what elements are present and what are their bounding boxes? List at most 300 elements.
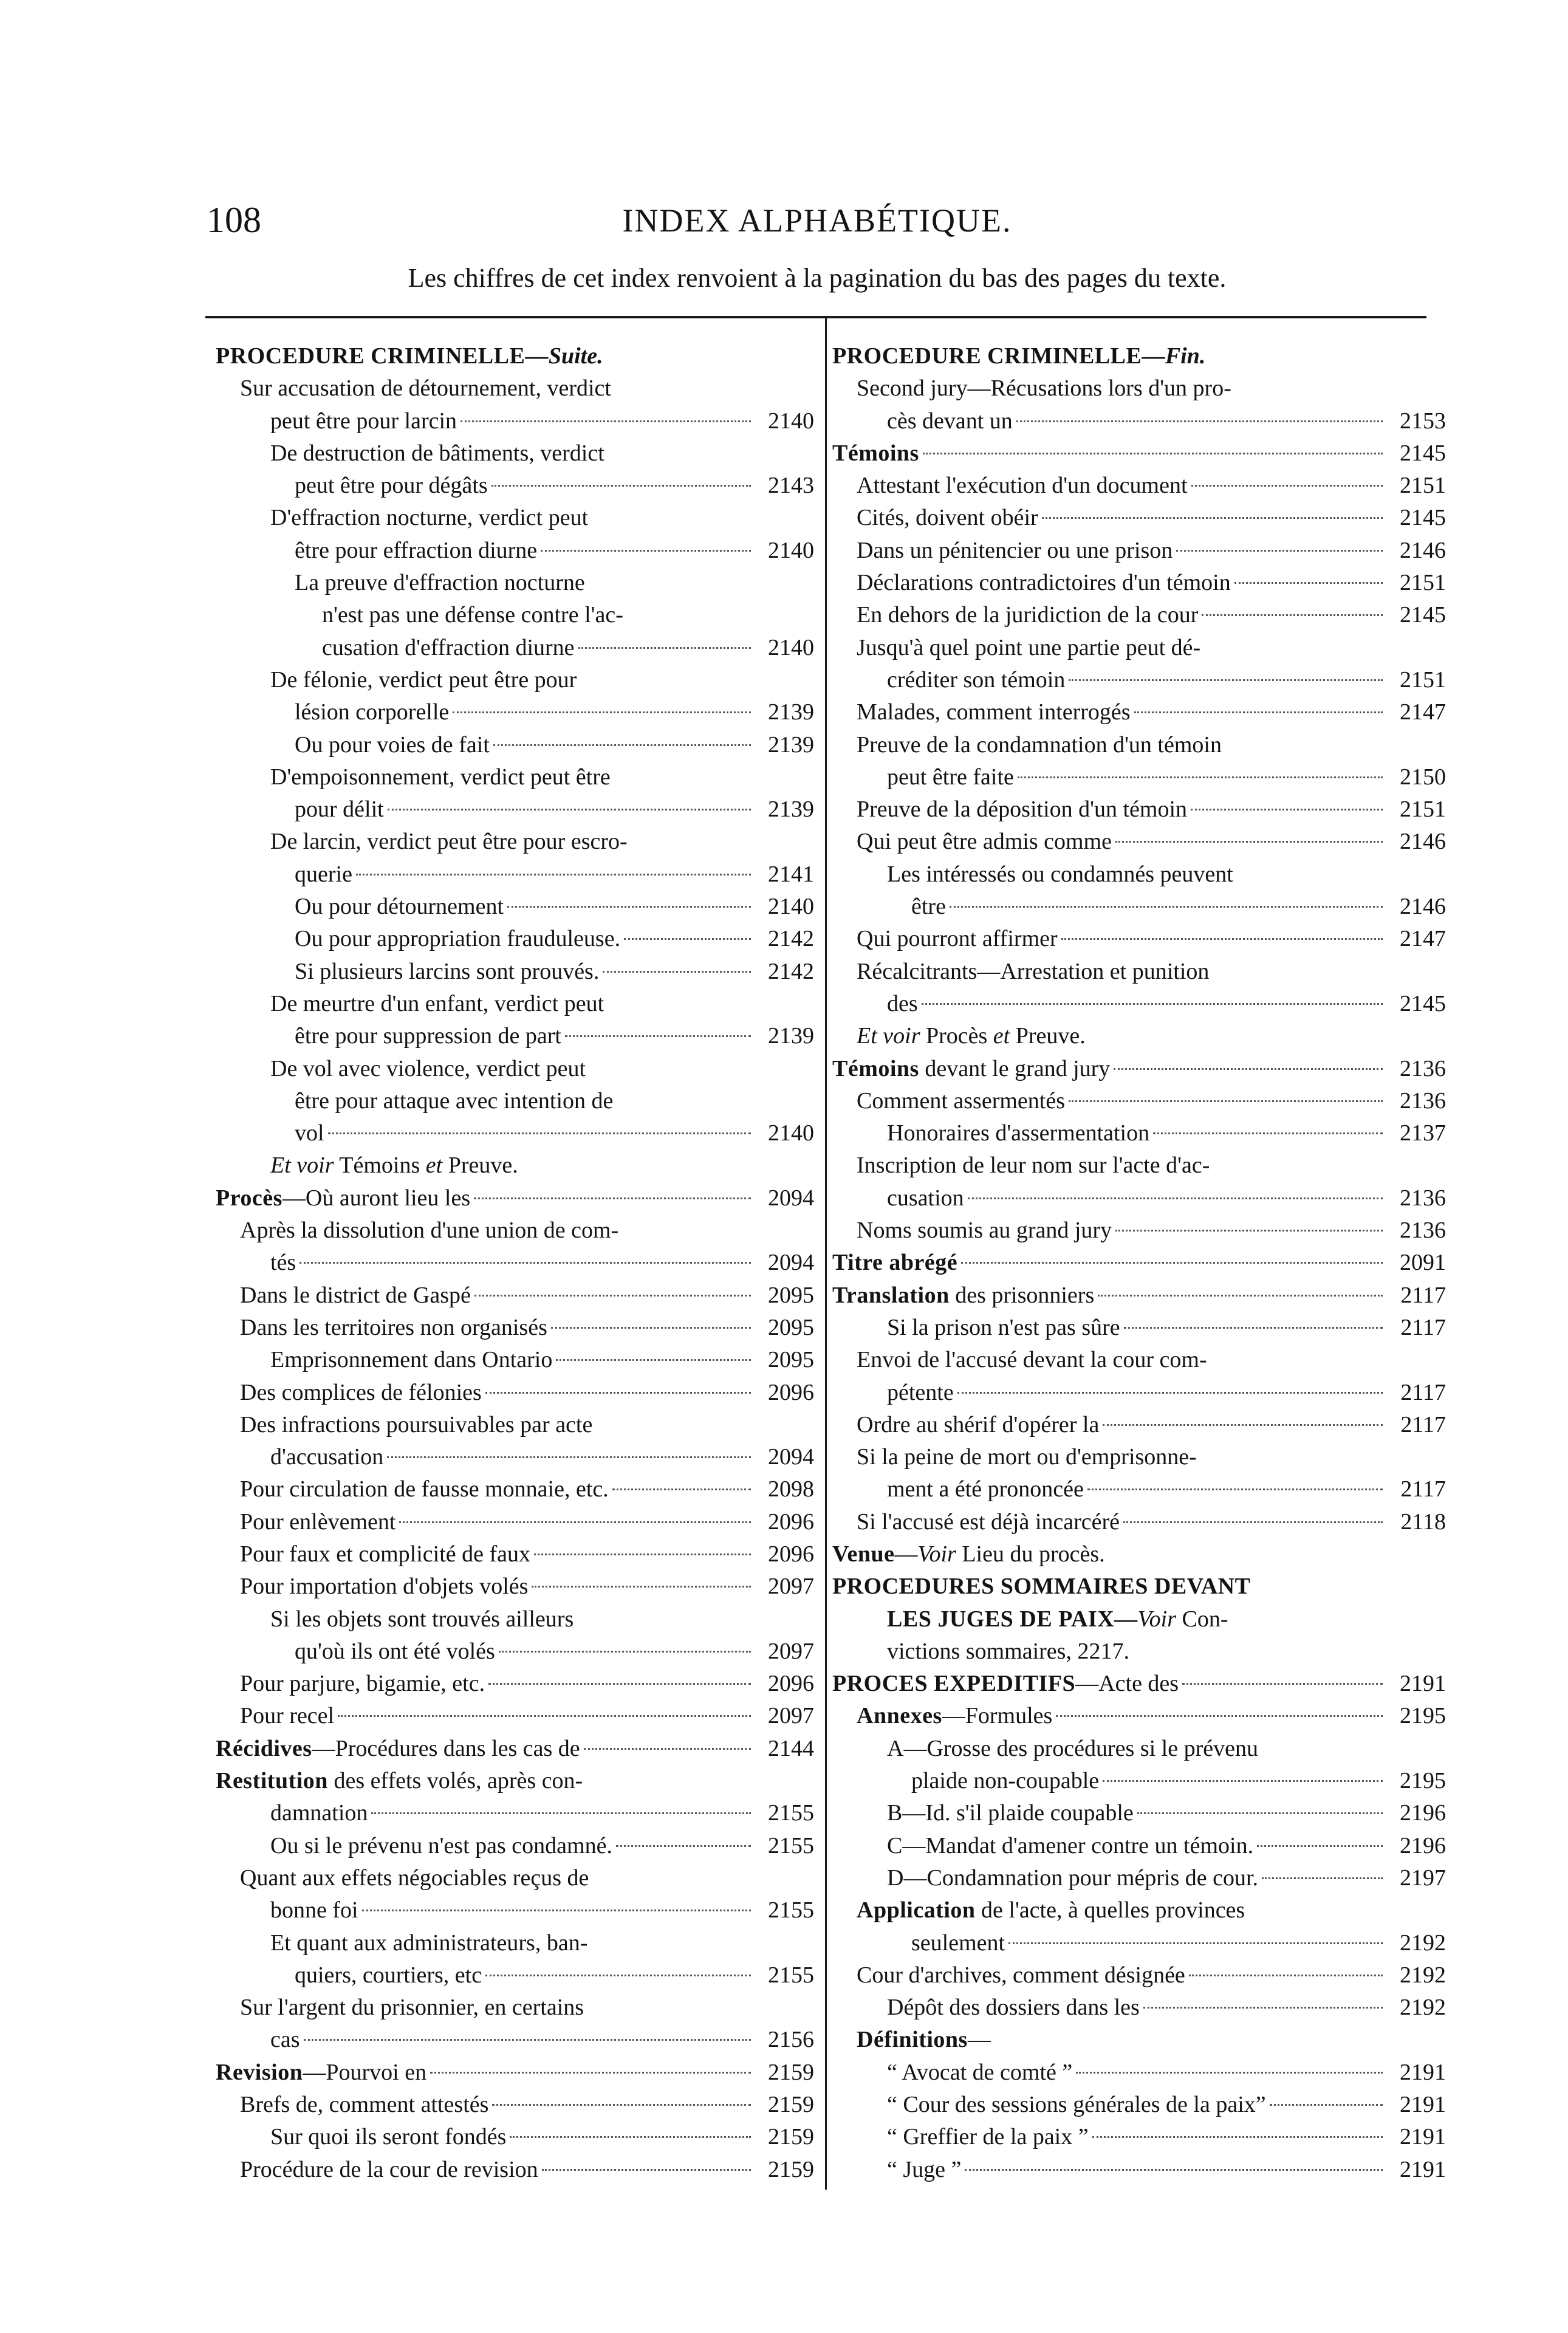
entry-body: D—Condamnation pour mépris de cour. xyxy=(887,1865,1259,1891)
page-ref: 2146 xyxy=(1400,537,1446,563)
dot-leader xyxy=(950,906,1383,908)
entry-body: cusation xyxy=(887,1185,964,1211)
entry-text xyxy=(887,1992,1140,2024)
entry-body: —Formules xyxy=(942,1703,1053,1729)
entry-text xyxy=(887,761,1014,793)
dot-leader xyxy=(1191,809,1383,810)
page-ref: 2098 xyxy=(768,1476,814,1502)
dot-leader xyxy=(491,485,751,487)
index-entry xyxy=(832,1538,1446,1571)
page-ref: 2155 xyxy=(768,1832,814,1859)
entry-text xyxy=(270,437,814,470)
entry-body: lésion corporelle xyxy=(295,699,450,725)
entry-body: peut être faite xyxy=(887,764,1014,790)
entry-body: Si plusieurs larcins sont prouvés. xyxy=(295,958,600,984)
entry-text xyxy=(857,1894,1446,1927)
entry-text xyxy=(216,1765,814,1797)
entry-heading: LES JUGES DE PAIX— xyxy=(887,1606,1138,1632)
entry-body: De vol avec violence, verdict peut xyxy=(270,1055,586,1081)
dot-leader xyxy=(968,1197,1383,1199)
dot-leader xyxy=(1191,485,1383,487)
entry-text xyxy=(240,1538,530,1571)
entry-text xyxy=(270,1149,814,1182)
index-entry xyxy=(216,1020,814,1052)
entry-body: De larcin, verdict peut être pour escro- xyxy=(270,829,628,855)
entry-body: Dépôt des dossiers dans les xyxy=(887,1995,1140,2021)
entry-body: Second jury—Récusations lors d'un pro- xyxy=(857,375,1231,402)
entry-text xyxy=(887,1117,1149,1149)
entry-text xyxy=(270,664,814,696)
entry-body: être pour effraction diurne xyxy=(295,537,538,563)
page-ref: 2151 xyxy=(1400,797,1446,823)
page-ref: 2118 xyxy=(1400,1509,1446,1535)
entry-text xyxy=(911,891,946,923)
page-ref: 2096 xyxy=(768,1509,814,1535)
entry-body: —Voir Lieu du procès. xyxy=(894,1541,1105,1567)
entry-text xyxy=(270,1830,612,1862)
index-entry xyxy=(216,1280,814,1312)
dot-leader xyxy=(371,1812,751,1814)
index-entry xyxy=(832,1797,1446,1829)
page-ref: 2151 xyxy=(1400,666,1446,693)
index-entry xyxy=(216,826,814,858)
dot-leader xyxy=(612,1489,751,1490)
entry-text xyxy=(857,535,1173,567)
index-entry xyxy=(832,1668,1446,1700)
entry-body: Qui pourront affirmer xyxy=(857,926,1058,952)
index-entry xyxy=(832,2089,1446,2121)
dot-leader xyxy=(399,1521,751,1523)
entry-body: querie xyxy=(295,861,352,887)
page-ref: 2144 xyxy=(768,1735,814,1761)
entry-text xyxy=(270,1247,296,1279)
entry-text xyxy=(857,826,1112,858)
index-entry xyxy=(216,2024,814,2056)
entry-heading: PROCEDURE CRIMINELLE— xyxy=(832,343,1165,369)
entry-body: Procédure de la cour de revision xyxy=(240,2156,538,2182)
entry-text xyxy=(857,729,1446,761)
dot-leader xyxy=(1189,1975,1383,1976)
dot-leader xyxy=(1076,2072,1383,2074)
index-entry xyxy=(216,1149,814,1182)
entry-body: Ou pour détournement xyxy=(295,894,504,920)
index-entry xyxy=(216,1247,814,1279)
dot-leader xyxy=(1257,1845,1383,1847)
entry-heading: Définitions xyxy=(857,2027,968,2053)
entry-body: des prisonniers xyxy=(949,1282,1095,1308)
entry-text xyxy=(887,1830,1253,1862)
entry-text xyxy=(832,1538,1446,1571)
entry-body: En dehors de la juridiction de la cour xyxy=(857,602,1199,628)
entry-text xyxy=(887,1182,964,1214)
entry-body: —Procédures dans les cas de xyxy=(312,1735,580,1761)
entry-text xyxy=(857,1700,1052,1732)
entry-heading: Titre abrégé xyxy=(832,1250,958,1276)
dot-leader xyxy=(1124,1327,1383,1329)
entry-text xyxy=(887,858,1446,891)
page-ref: 2117 xyxy=(1400,1314,1446,1340)
page-ref: 2192 xyxy=(1400,1962,1446,1988)
dot-leader xyxy=(338,1715,751,1717)
entry-body: A—Grosse des procédures si le prévenu xyxy=(887,1735,1258,1761)
entry-text xyxy=(240,1312,547,1344)
index-entry xyxy=(216,761,814,793)
index-entry xyxy=(832,1344,1446,1376)
dot-leader xyxy=(387,1456,751,1458)
dot-leader xyxy=(510,2136,751,2138)
dot-leader xyxy=(485,1975,751,1976)
entry-text xyxy=(295,1636,495,1668)
index-entry xyxy=(832,1182,1446,1214)
entry-text xyxy=(832,1280,1094,1312)
dot-leader xyxy=(304,2039,751,2041)
entry-body: Ordre au shérif d'opérer la xyxy=(857,1411,1100,1437)
entry-body: devant le grand jury xyxy=(919,1055,1111,1081)
entry-text xyxy=(887,405,1013,437)
page-ref: 2196 xyxy=(1400,1800,1446,1826)
entry-body: Suite. xyxy=(548,343,603,369)
page-ref: 2117 xyxy=(1400,1379,1446,1405)
entry-body: tés xyxy=(270,1250,296,1276)
index-entry xyxy=(832,696,1446,728)
entry-text xyxy=(240,1992,814,2024)
entry-body: “ Cour des sessions générales de la paix” xyxy=(887,2092,1266,2118)
page-ref: 2139 xyxy=(768,797,814,823)
entry-body: Jusqu'à quel point une partie peut dé- xyxy=(857,634,1201,660)
dot-leader xyxy=(961,1262,1383,1264)
entry-body: victions sommaires, 2217. xyxy=(887,1638,1129,1664)
index-entry xyxy=(832,1700,1446,1732)
entry-body: Cités, doivent obéir xyxy=(857,505,1038,531)
entry-heading: Application xyxy=(857,1897,976,1924)
entry-text xyxy=(295,1085,814,1117)
entry-text xyxy=(322,599,814,631)
entry-body: Et quant aux administrateurs, ban- xyxy=(270,1930,588,1956)
entry-body: damnation xyxy=(270,1800,368,1826)
page-ref: 2195 xyxy=(1400,1768,1446,1794)
entry-text xyxy=(887,1862,1258,1894)
entry-body: Pour parjure, bigamie, etc. xyxy=(240,1671,485,1697)
entry-text xyxy=(887,2089,1266,2121)
index-entry xyxy=(216,1700,814,1732)
entry-body: Inscription de leur nom sur l'acte d'ac- xyxy=(857,1153,1210,1179)
entry-body: Cour d'archives, comment désignée xyxy=(857,1962,1185,1988)
index-entry xyxy=(832,1280,1446,1312)
entry-body: être xyxy=(911,894,946,920)
entry-body: de l'acte, à quelles provinces xyxy=(975,1897,1245,1924)
index-entry xyxy=(216,2154,814,2186)
index-entry xyxy=(832,793,1446,826)
entry-body: des xyxy=(887,990,918,1016)
entry-heading: Récidives xyxy=(216,1735,312,1761)
entry-text xyxy=(832,437,919,470)
index-entry xyxy=(216,632,814,664)
entry-text xyxy=(216,1182,470,1214)
index-entry xyxy=(216,502,814,534)
page-ref: 2147 xyxy=(1400,926,1446,952)
index-entry xyxy=(832,1733,1446,1765)
index-entry xyxy=(216,1312,814,1344)
index-entry xyxy=(832,1765,1446,1797)
index-entry xyxy=(832,372,1446,405)
entry-body: Si la peine de mort ou d'emprisonne- xyxy=(857,1444,1197,1470)
index-entry xyxy=(832,1473,1446,1506)
entry-text xyxy=(295,891,504,923)
entry-body: cès devant un xyxy=(887,408,1013,434)
entry-text xyxy=(295,729,490,761)
entry-heading: Témoins xyxy=(832,1055,919,1081)
entry-heading: Translation xyxy=(832,1282,950,1308)
index-entry xyxy=(832,956,1446,988)
index-entry xyxy=(216,2057,814,2089)
entry-text xyxy=(887,664,1065,696)
entry-body: “ Juge ” xyxy=(887,2156,962,2182)
page-ref: 2140 xyxy=(768,537,814,563)
entry-text xyxy=(887,988,918,1020)
entry-body: Qui peut être admis comme xyxy=(857,829,1112,855)
entry-body: Si les objets sont trouvés ailleurs xyxy=(270,1606,574,1632)
entry-body: Sur quoi ils seront fondés xyxy=(270,2124,507,2150)
dot-leader xyxy=(603,971,751,973)
entry-text xyxy=(887,1603,1446,1636)
dot-leader xyxy=(1153,1132,1383,1134)
index-entry xyxy=(216,1344,814,1376)
entry-body: cusation d'effraction diurne xyxy=(322,634,575,660)
page-ref: 2191 xyxy=(1400,2092,1446,2118)
index-entry xyxy=(832,1441,1446,1473)
entry-text xyxy=(911,1765,1099,1797)
entry-text xyxy=(240,2154,538,2186)
entry-body: être pour suppression de part xyxy=(295,1023,561,1049)
page-ref: 2145 xyxy=(1400,505,1446,531)
entry-text xyxy=(295,696,449,728)
index-entry xyxy=(832,567,1446,599)
entry-body: bonne foi xyxy=(270,1897,358,1924)
page-ref: 2140 xyxy=(768,634,814,660)
entry-text xyxy=(857,1149,1446,1182)
index-entry xyxy=(216,2121,814,2153)
page-ref: 2192 xyxy=(1400,1930,1446,1956)
dot-leader xyxy=(1234,582,1383,584)
page-ref: 2159 xyxy=(768,2156,814,2182)
page-ref: 2145 xyxy=(1400,990,1446,1016)
index-entry xyxy=(832,1959,1446,1992)
index-entry xyxy=(216,1894,814,1927)
entry-body: vol xyxy=(295,1120,324,1146)
index-entry xyxy=(832,858,1446,891)
entry-text xyxy=(270,1927,814,1959)
index-entry xyxy=(832,1992,1446,2024)
index-entry xyxy=(216,1927,814,1959)
entry-body: De destruction de bâtiments, verdict xyxy=(270,440,604,466)
dot-leader xyxy=(460,420,751,422)
page-ref: 2151 xyxy=(1400,570,1446,596)
entry-heading: Annexes xyxy=(857,1703,942,1729)
index-entry xyxy=(832,340,1446,372)
page-ref: 2140 xyxy=(768,894,814,920)
page-ref: 2139 xyxy=(768,699,814,725)
page-ref: 2195 xyxy=(1400,1703,1446,1729)
entry-body: — xyxy=(967,2027,991,2053)
entry-body: La preuve d'effraction nocturne xyxy=(295,570,585,596)
index-entry xyxy=(216,1506,814,1538)
entry-body: Comment assermentés xyxy=(857,1088,1065,1114)
index-entry xyxy=(832,1927,1446,1959)
dot-leader xyxy=(965,2169,1383,2171)
page-ref: 2136 xyxy=(1400,1218,1446,1244)
page-ref: 2153 xyxy=(1400,408,1446,434)
right-column xyxy=(832,340,1446,2186)
index-entry xyxy=(832,1053,1446,1085)
page-header xyxy=(207,199,1428,248)
entry-body: Pour enlèvement xyxy=(240,1509,396,1535)
entry-text xyxy=(270,1344,552,1376)
entry-text xyxy=(857,1020,1446,1052)
dot-leader xyxy=(1098,1295,1383,1297)
entry-text xyxy=(270,405,457,437)
index-entry xyxy=(216,405,814,437)
page-ref: 2095 xyxy=(768,1347,814,1373)
entry-text xyxy=(240,1506,395,1538)
entry-text xyxy=(857,502,1038,534)
entry-text xyxy=(887,1733,1446,1765)
index-entry xyxy=(216,1053,814,1085)
entry-text xyxy=(240,1668,485,1700)
index-entry xyxy=(832,502,1446,534)
entry-text xyxy=(240,2089,488,2121)
entry-body: des effets volés, après con- xyxy=(327,1768,583,1794)
page-ref: 2155 xyxy=(768,1897,814,1924)
index-entry xyxy=(832,1571,1446,1603)
index-entry xyxy=(832,1149,1446,1182)
entry-text xyxy=(857,696,1131,728)
index-entry xyxy=(832,405,1446,437)
entry-text xyxy=(295,858,352,891)
index-entry xyxy=(832,1117,1446,1149)
dot-leader xyxy=(532,1586,751,1588)
entry-body: Pour faux et complicité de faux xyxy=(240,1541,531,1567)
index-entry xyxy=(216,1409,814,1441)
page-ref: 2191 xyxy=(1400,2059,1446,2085)
page-ref: 2155 xyxy=(768,1800,814,1826)
entry-body: Sur l'argent du prisonnier, en certains xyxy=(240,1995,584,2021)
page-ref: 2192 xyxy=(1400,1995,1446,2021)
dot-leader xyxy=(1270,2104,1383,2106)
page-ref: 2097 xyxy=(768,1574,814,1600)
index-entry xyxy=(832,1085,1446,1117)
dot-leader xyxy=(1103,1424,1383,1426)
entry-text xyxy=(240,1214,814,1247)
entry-text xyxy=(295,923,620,955)
page-ref: 2151 xyxy=(1400,473,1446,499)
entry-text xyxy=(270,761,814,793)
index-entry xyxy=(832,1603,1446,1636)
entry-body: ment a été prononcée xyxy=(887,1476,1084,1502)
entry-body: “ Greffier de la paix ” xyxy=(887,2124,1089,2150)
entry-body: Déclarations contradictoires d'un témoin xyxy=(857,570,1231,596)
page-ref: 2141 xyxy=(768,861,814,887)
index-entry xyxy=(832,729,1446,761)
index-entry xyxy=(832,437,1446,470)
page-ref: 2136 xyxy=(1400,1185,1446,1211)
entry-text xyxy=(911,1927,1005,1959)
index-entry xyxy=(832,2154,1446,2186)
index-entry xyxy=(216,696,814,728)
entry-text xyxy=(832,1247,957,1279)
dot-leader xyxy=(453,711,751,713)
page-ref: 2159 xyxy=(768,2092,814,2118)
entry-text xyxy=(216,2057,426,2089)
entry-body: Ou si le prévenu n'est pas condamné. xyxy=(270,1832,612,1859)
page-ref: 2096 xyxy=(768,1379,814,1405)
page-ref: 2140 xyxy=(768,1120,814,1146)
entry-text xyxy=(857,372,1446,405)
page-ref: 2191 xyxy=(1400,2156,1446,2182)
dot-leader xyxy=(474,1295,751,1297)
entry-text xyxy=(857,956,1446,988)
entry-text xyxy=(240,1571,528,1603)
index-entry xyxy=(216,1797,814,1829)
index-entry xyxy=(216,1441,814,1473)
dot-leader xyxy=(499,1651,751,1653)
entry-text xyxy=(270,502,814,534)
page-ref: 2146 xyxy=(1400,894,1446,920)
entry-text xyxy=(295,470,488,502)
dot-leader xyxy=(362,1910,751,1911)
page-ref: 2155 xyxy=(768,1962,814,1988)
entry-body: Pour circulation de fausse monnaie, etc. xyxy=(240,1476,609,1502)
dot-leader xyxy=(356,874,751,875)
dot-leader xyxy=(1115,1230,1383,1232)
page-ref: 2147 xyxy=(1400,699,1446,725)
entry-text xyxy=(295,535,537,567)
entry-text xyxy=(857,1085,1065,1117)
entry-body: Quant aux effets négociables reçus de xyxy=(240,1865,589,1891)
index-entry xyxy=(832,826,1446,858)
dot-leader xyxy=(556,1359,751,1361)
index-entry xyxy=(216,599,814,631)
index-entry xyxy=(216,1668,814,1700)
entry-text xyxy=(270,1894,358,1927)
dot-leader xyxy=(534,1554,751,1555)
entry-body: Des infractions poursuivables par acte xyxy=(240,1411,593,1437)
page-ref: 2140 xyxy=(768,408,814,434)
dot-leader xyxy=(300,1262,751,1264)
dot-leader xyxy=(1069,679,1383,681)
dot-leader xyxy=(565,1035,751,1037)
index-entry xyxy=(216,793,814,826)
index-entry xyxy=(832,1506,1446,1538)
index-entry xyxy=(832,988,1446,1020)
page-ref: 2139 xyxy=(768,1023,814,1049)
dot-leader xyxy=(1042,517,1383,519)
entry-text xyxy=(270,1797,368,1829)
entry-text xyxy=(322,632,575,664)
dot-leader xyxy=(923,453,1383,454)
entry-body: pétente xyxy=(887,1379,954,1405)
index-entry xyxy=(216,1377,814,1409)
dot-leader xyxy=(1069,1100,1383,1102)
entry-body: Attestant l'exécution d'un document xyxy=(857,473,1188,499)
entry-text xyxy=(887,1377,954,1409)
entry-body: D'effraction nocturne, verdict peut xyxy=(270,505,589,531)
index-entry xyxy=(216,988,814,1020)
entry-body: pour délit xyxy=(295,797,384,823)
entry-text xyxy=(295,956,599,988)
dot-leader xyxy=(584,1748,751,1750)
dot-leader xyxy=(474,1197,751,1199)
index-entry xyxy=(216,1992,814,2024)
